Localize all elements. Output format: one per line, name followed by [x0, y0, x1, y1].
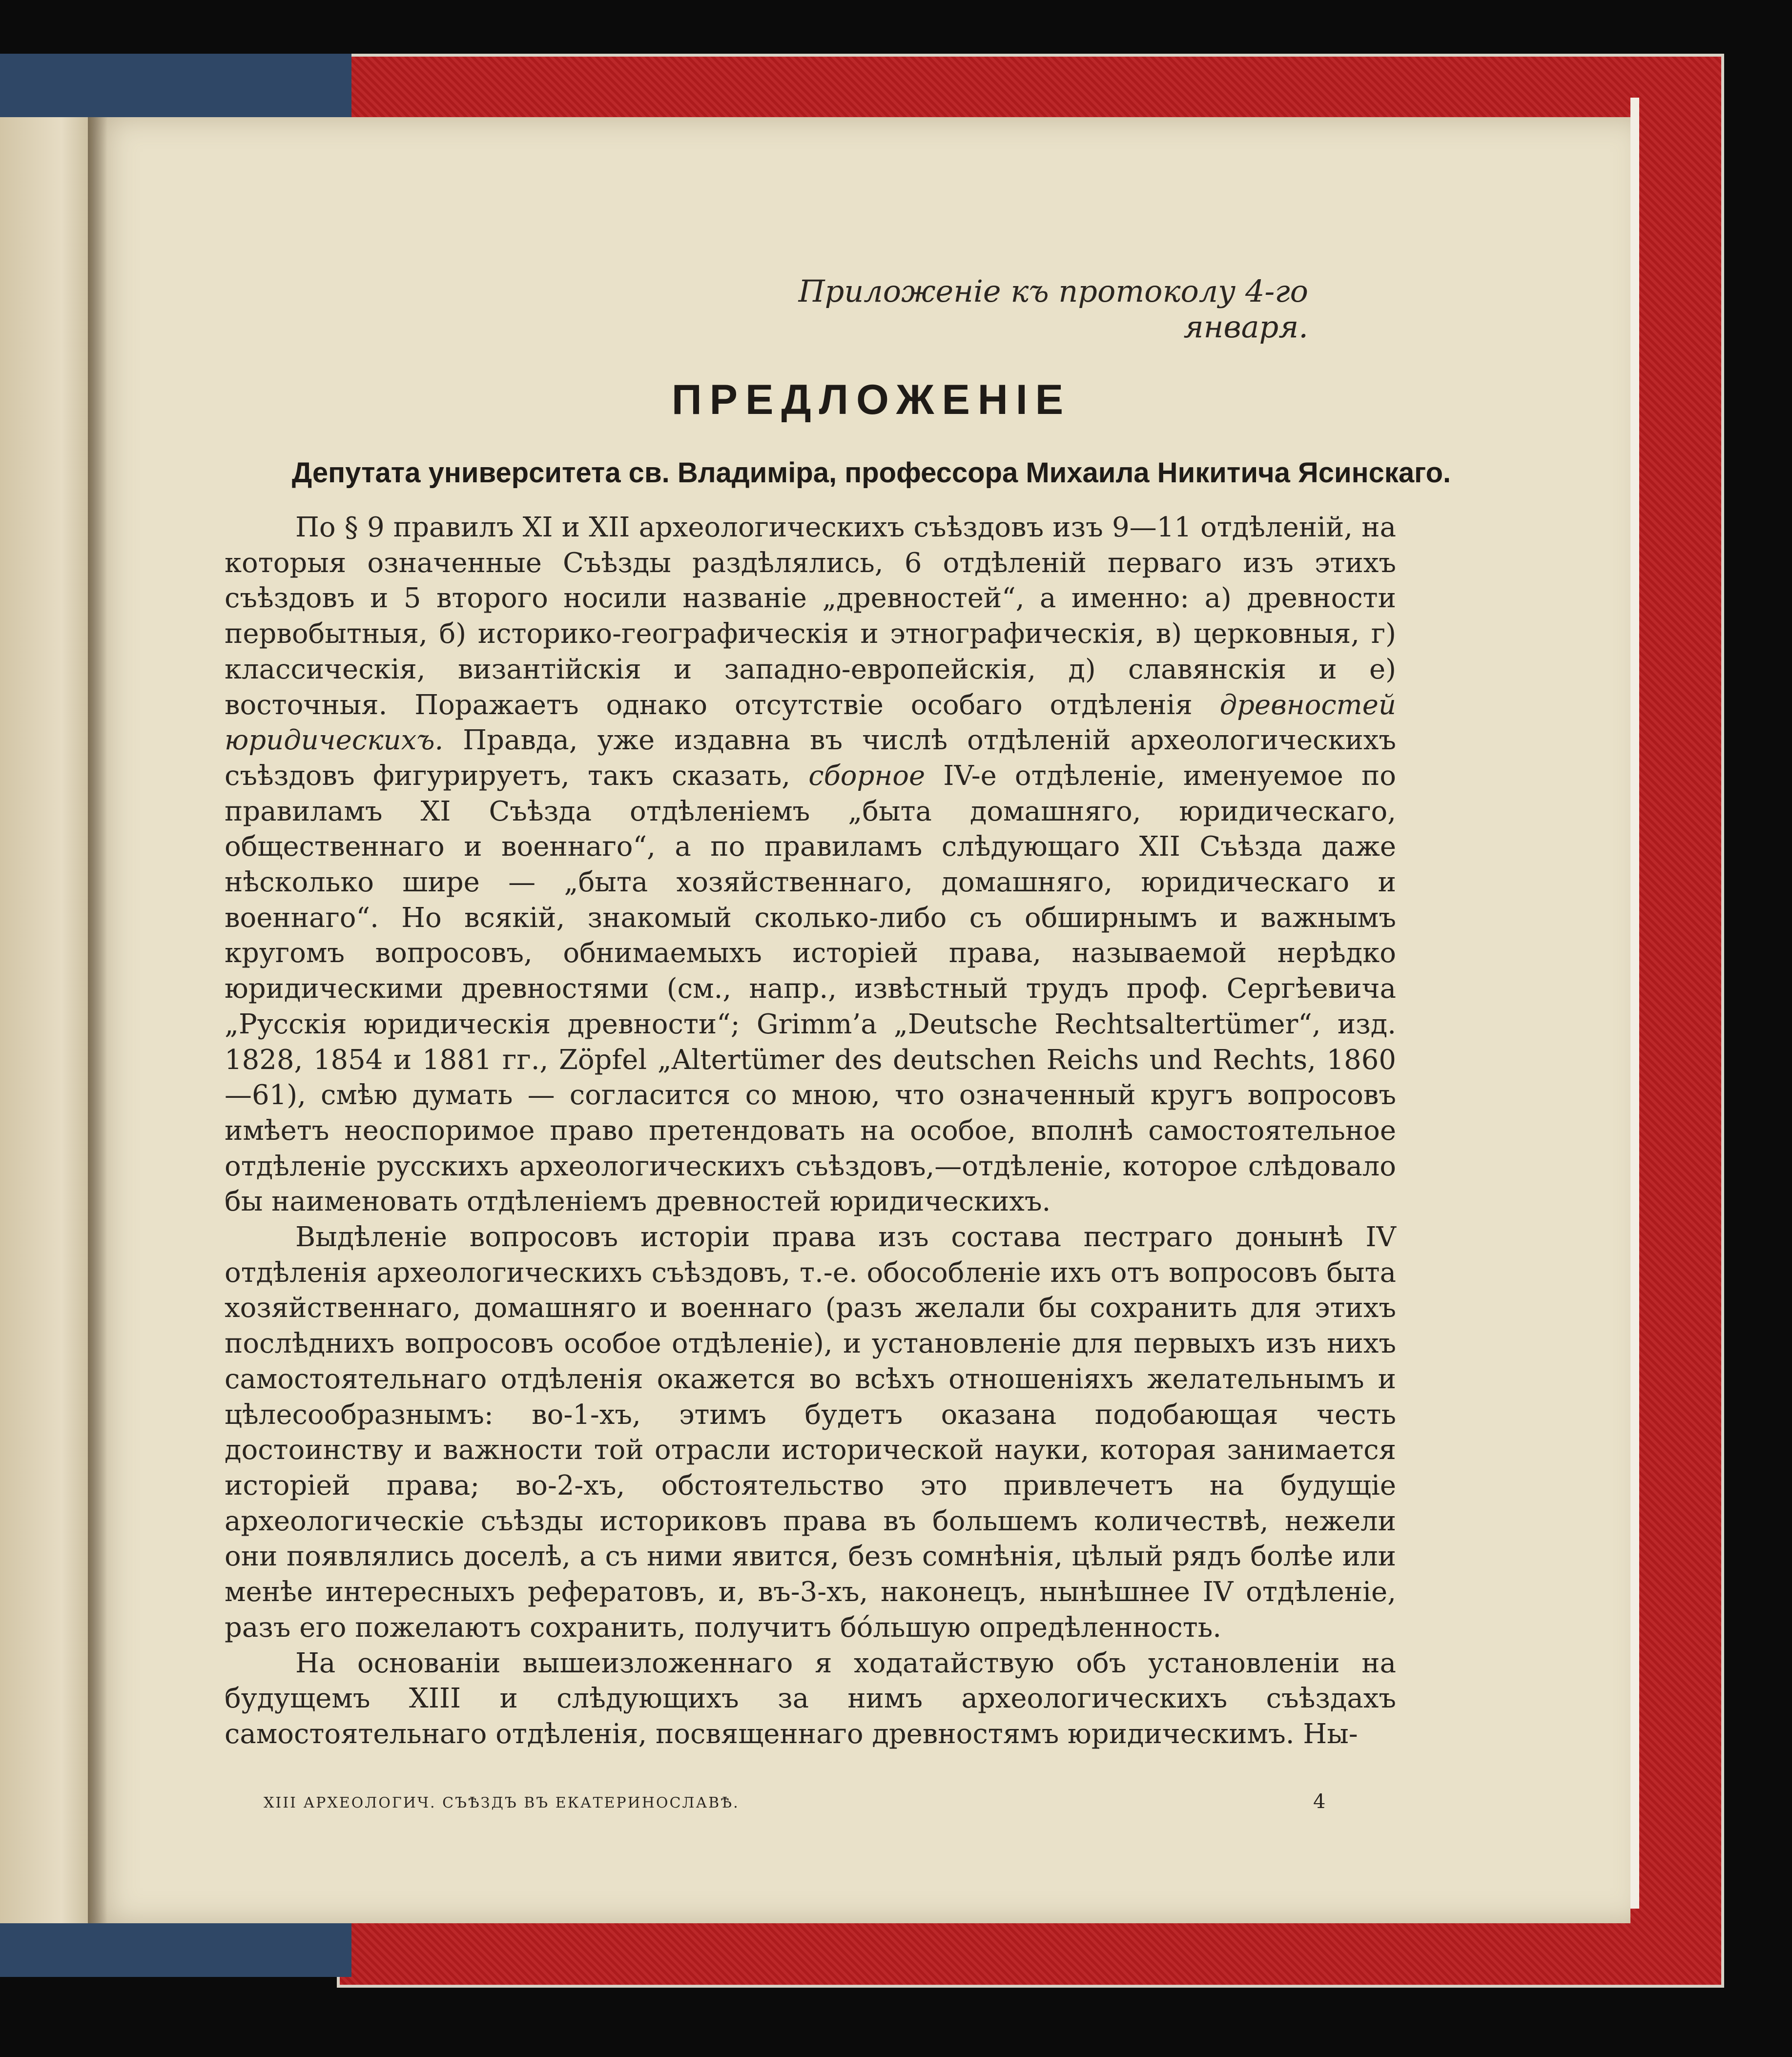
document-subtitle: Депутата университета св. Владимiра, профессора Михаила Никитича Ясинскаго.: [291, 457, 1451, 489]
paragraph-1-part-3: IV-е отдѣленiе, именуемое по правиламъ XI Съѣзда отдѣленiемъ „быта домашняго, юридическаго, общественнаго и военнаго“, а по правиламъ слѣдующаго XII Съѣзда даже нѣсколько шире — „быта хозяйственнаго, домашняго, юридическаго и военнаго“. Но всякiй, знакомый сколько-либо съ обширнымъ и важнымъ кругомъ вопросовъ, обнимаемыхъ исторiей права, называемой нерѣдко юридическими древностями (см., напр., извѣстный трудъ проф. Сергѣевича „Русскiя юридическiя древности“; Grimm’a „Deutsche Rechtsaltertümer“, изд. 1828, 1854 и 1881 гг., Zöpfel „Altertümer des deutschen Reichs und Rechts, 1860—61), смѣю думать — согласится со мною, что означенный кругъ вопросовъ имѣетъ неоспоримое право претендовать на особое, вполнѣ самостоятельное отдѣленiе русскихъ археологическихъ съѣздовъ,—отдѣленiе, которое слѣдовало бы наименовать отдѣленiемъ древностей юридическихъ.: [225, 760, 1396, 1218]
paragraph-1: [225, 510, 1396, 1220]
document-title: ПРЕДЛОЖЕНIЕ: [671, 376, 1071, 423]
paragraph-1-italic-2: сборное: [808, 760, 926, 792]
paragraph-1-part-1: По § 9 правилъ XI и XII археологическихъ съѣздовъ изъ 9—11 отдѣленiй, на которыя означенные Съѣзды раздѣлялись, 6 отдѣленiй перваго изъ этихъ съѣздовъ и 5 второго носили названiе „древностей“, а именно: а) древности первобытныя, б) историко-географическiя и этнографическiя, в) церковныя, г) классическiя, византiйскiя и западно-европейскiя, д) славянскiя и е) восточныя. Поражаетъ однако отсутствiе особаго отдѣленiя: [225, 512, 1396, 721]
paragraph-1-italic-1: древностей юридическихъ.: [225, 689, 1396, 757]
paragraph-3: На основанiи вышеизложеннаго я ходатайствую объ установленiи на будущемъ XIII и слѣдующихъ за нимъ археологическихъ съѣздахъ самостоятельнаго отдѣленiя, посвященнаго древностямъ юридическимъ. Ны-: [225, 1647, 1396, 1750]
page-fore-edge: [1630, 98, 1639, 1909]
annex-note: Приложенiе къ протоколу 4-го января.: [798, 273, 1308, 345]
footer-sheet-number: 4: [1313, 1790, 1326, 1813]
footer-signature: XIII АРХЕОЛОГИЧ. СЪѢЗДЪ ВЪ ЕКАТЕРИНОСЛАВѢ.: [264, 1794, 740, 1811]
paragraph-2: Выдѣленiе вопросовъ исторiи права изъ состава пестраго донынѣ IV отдѣленiя археологическихъ съѣздовъ, т.-е. обособленiе ихъ отъ вопросовъ быта хозяйственнаго, домашняго и военнаго (разъ желали бы сохранить для этихъ послѣднихъ вопросовъ особое отдѣленiе), и установленiе для первыхъ изъ нихъ самостоятельнаго отдѣленiя окажется во всѣхъ отношенiяхъ желательнымъ и цѣлесообразнымъ: во-1-хъ, этимъ будетъ оказана подобающая честь достоинству и важности той отрасли исторической науки, которая занимается исторiей права; во-2-хъ, обстоятельство это привлечетъ на будущiе археологическiе съѣзды историковъ права въ большемъ количествѣ, нежели они появлялись доселѣ, а съ ними явится, безъ сомнѣнiя, цѣлый рядъ болѣе или менѣе интересныхъ рефератовъ, и, въ-3-хъ, наконецъ, нынѣшнее IV отдѣленiе, разъ его пожелаютъ сохранить, получитъ бóльшую опредѣленность.: [225, 1221, 1396, 1644]
spine-shadow: [88, 117, 107, 1923]
body-text: [225, 510, 1396, 1752]
left-page-edge: [0, 117, 103, 1923]
paragraph-1-part-2: Правда, уже издавна въ числѣ отдѣленiй археологическихъ съѣздовъ фигурируетъ, такъ сказать,: [225, 724, 1396, 792]
